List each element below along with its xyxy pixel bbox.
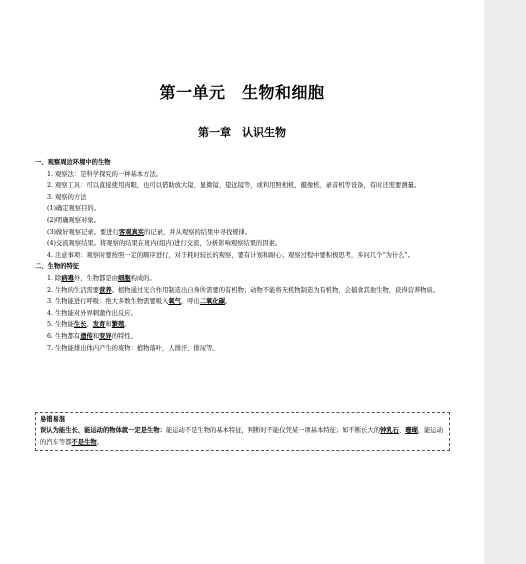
key-term: 不是生物 [71,438,97,446]
paragraph: (4)交流观察结果。将观察的结果在班内(组内)进行交流，分析影响观察结果的因素。 [47,240,282,248]
chapter-title: 第一章 认识生物 [198,126,286,139]
text: 。 [96,438,103,446]
paragraph: 3. 观察的方法 [47,193,87,201]
text: 。植物通过光合作用制造出自身所需要的有机物；动物不能将无机物制造为有机物，会捕食其他生物，获得营养物质。 [111,286,440,294]
text: 5. 生物能 [47,321,74,329]
paragraph [35,227,447,239]
key-term: 变异 [99,332,112,340]
text: 。 [124,321,131,329]
key-term: 客观真实 [118,228,145,236]
text: 的记录，并从观察的结果中寻找规律。 [144,228,252,236]
text: 1. 除 [47,274,62,282]
text: ，能运动的汽车等都 [40,427,443,446]
key-term: 发育 [92,321,106,329]
text: 。 [225,298,232,306]
text: 能运动不是生物的基本特征，判断时不能仅凭某一项基本特征；如不断长大的 [165,427,381,435]
paragraph: 1. 观察法：是科学探究的一种基本方法。 [47,170,163,178]
unit-title: 第一单元 生物和细胞 [159,83,325,102]
mistake-note-box [35,412,450,451]
paragraph: 2. 观察工具：可以直接使用肉眼，也可以借助放大镜、显微镜、望远镜等，或利用照相机、摄像机、录音机等设备，有时还需要测量。 [47,182,421,190]
text: (3)做好观察记录。要进行 [47,228,119,236]
text: 、 [86,321,93,329]
key-term: 营养 [99,286,112,294]
text: 和 [92,332,100,340]
text: 外，生物都是由 [73,274,118,282]
key-term: 钟乳石 [380,427,399,435]
paragraph: 7. 生物能排出体内产生的废物：植物落叶，人排汗、排尿等。 [47,344,219,352]
viewer-side-panel [484,0,526,564]
section-heading: 二、生物的特征 [35,263,80,271]
paragraph [35,331,447,343]
text: 、 [398,427,406,435]
text: 2. 生物的生活需要 [47,286,100,294]
section-heading: 一、观察周边环境中的生物 [35,159,111,166]
paragraph [35,273,447,285]
text: 的特性。 [111,332,137,340]
text: ，呼出 [180,298,200,306]
key-term: 繁殖 [111,321,125,329]
paragraph [35,296,447,308]
key-term: 遗传 [80,332,93,340]
paragraph: (1)确定观察目的。 [47,205,100,213]
key-term: 病毒 [61,274,74,282]
text: 和 [105,321,112,329]
paragraph [35,319,447,331]
text: 6. 生物都有 [47,332,81,340]
text: 3. 生物能进行呼吸：绝大多数生物需要吸入 [47,298,169,306]
paragraph [35,285,447,297]
paragraph: 4. 生物能对外界刺激作出反应。 [47,309,137,317]
note-bold: 误认为能生长、能运动的物体就一定是生物： [40,427,166,435]
key-term: 二氧化碳 [199,298,226,306]
note-heading: 易错易混 [40,416,66,423]
key-term: 氧气 [168,298,181,306]
text: 构成的。 [130,274,156,282]
key-term: 细胞 [117,274,131,282]
document-body [35,157,447,354]
note-text [40,425,445,448]
paragraph: 4. 注意事项：观察时要按照一定的顺序进行，对于耗时较长的观察，要有计划和耐心；观察过程中要积极思考，多问几个“为什么”。 [47,251,415,259]
key-term: 生长 [73,321,87,329]
paragraph: (2)明确观察对象。 [47,216,100,224]
key-term: 珊瑚 [405,427,418,435]
